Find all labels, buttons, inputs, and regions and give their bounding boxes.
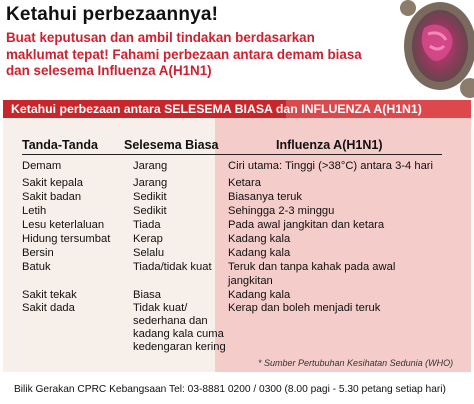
table-row-h1n1: Sehingga 2-3 minggu bbox=[228, 205, 335, 217]
table-row-sign: Batuk bbox=[22, 261, 51, 273]
table-row-h1n1: Ciri utama: Tinggi (>38°C) antara 3-4 hari bbox=[228, 160, 434, 172]
virus-illustration bbox=[388, 0, 474, 98]
footer-contact: Bilik Gerakan CPRC Kebangsaan Tel: 03-8881 0200 / 0300 (8.00 pagi - 5.30 petang setiap hari) bbox=[14, 384, 446, 395]
page-title: Ketahui perbezaannya! bbox=[6, 4, 219, 25]
table-caption: Ketahui perbezaan antara SELESEMA BIASA dan INFLUENZA A(H1N1) bbox=[11, 102, 422, 116]
table-row-h1n1: Kerap dan boleh menjadi teruk bbox=[228, 302, 381, 314]
table-row-sign: Sakit tekak bbox=[22, 289, 77, 301]
header-signs: Tanda-Tanda bbox=[22, 138, 98, 152]
table-row-common: Tidak kuat/ bbox=[133, 302, 188, 314]
table-row-common: Tiada/tidak kuat bbox=[133, 261, 212, 273]
table-row-sign: Lesu keterlaluan bbox=[22, 219, 105, 231]
table-row-common-continued: kadang kala cuma bbox=[133, 328, 224, 340]
table-row-h1n1: Kadang kala bbox=[228, 289, 291, 301]
table-caption-band bbox=[3, 100, 471, 118]
table-row-sign: Sakit badan bbox=[22, 191, 82, 203]
table-row-common: Selalu bbox=[133, 247, 165, 259]
table-row-common: Jarang bbox=[133, 160, 168, 172]
subtitle bbox=[6, 30, 401, 80]
source-note: * Sumber Pertubuhan Kesihatan Sedunia (WHO) bbox=[258, 358, 454, 368]
table-row-sign: Letih bbox=[22, 205, 47, 217]
header-h1n1: Influenza A(H1N1) bbox=[276, 138, 383, 152]
table-row-common-continued: kedengaran kering bbox=[133, 341, 226, 353]
table-row-sign: Bersin bbox=[22, 247, 54, 259]
table-row-sign: Sakit kepala bbox=[22, 177, 83, 189]
table-row-common: Sedikit bbox=[133, 205, 167, 217]
table-row-h1n1: Ketara bbox=[228, 177, 261, 189]
table-row-common-continued: sederhana dan bbox=[133, 315, 208, 327]
table-row-h1n1: Teruk dan tanpa kahak pada awal bbox=[228, 261, 396, 273]
table-row-h1n1: Pada awal jangkitan dan ketara bbox=[228, 219, 385, 231]
header-common-cold: Selesema Biasa bbox=[124, 138, 219, 152]
subtitle-line-2: maklumat tepat! Fahami perbezaan antara demam biasa bbox=[6, 46, 362, 62]
table-row-h1n1: Kadang kala bbox=[228, 233, 291, 245]
table-row-common: Kerap bbox=[133, 233, 163, 245]
subtitle-line-1: Buat keputusan dan ambil tindakan berdasarkan bbox=[6, 30, 315, 45]
table-row-h1n1: Kadang kala bbox=[228, 247, 291, 259]
table-row-common: Jarang bbox=[133, 177, 168, 189]
table-row-h1n1-continued: jangkitan bbox=[228, 275, 273, 287]
table-row-h1n1: Biasanya teruk bbox=[228, 191, 303, 203]
table-row-common: Biasa bbox=[133, 289, 161, 301]
table-row-common: Tiada bbox=[133, 219, 161, 231]
table-row-sign: Sakit dada bbox=[22, 302, 75, 314]
table-row-sign: Demam bbox=[22, 160, 62, 172]
header-divider bbox=[22, 154, 442, 155]
table-row-common: Sedikit bbox=[133, 191, 167, 203]
table-row-sign: Hidung tersumbat bbox=[22, 233, 111, 245]
subtitle-line-3: dan selesema Influenza A(H1N1) bbox=[6, 63, 212, 78]
